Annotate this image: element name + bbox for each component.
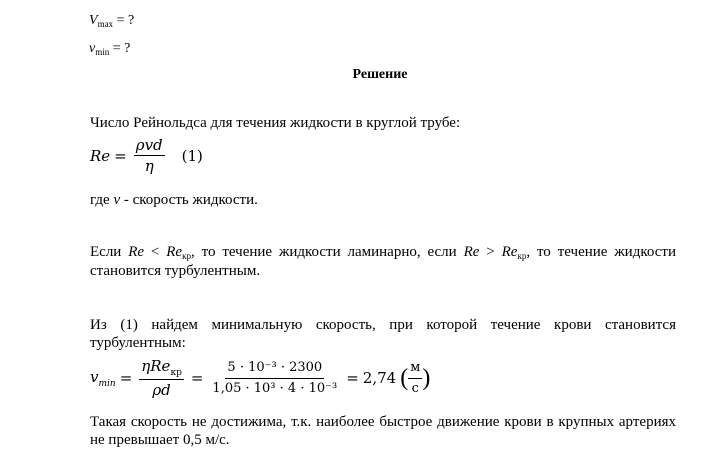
eq2-lhs-sub: min <box>98 378 116 389</box>
equation-min-speed <box>90 358 430 398</box>
eq2-unit-num: м <box>408 360 422 379</box>
p3-kr-4: кр <box>517 251 527 261</box>
p3-re-1: Re <box>128 244 145 260</box>
solution-heading: Решение <box>352 67 408 82</box>
given-vmin <box>89 40 130 58</box>
eq2-equals-1: = <box>119 369 133 387</box>
eq2-den-2: 1,05 · 10³ · 4 · 10⁻³ <box>212 380 338 396</box>
eq2-num-1 <box>139 358 184 380</box>
eq2-lhs-v: v <box>90 367 99 386</box>
eq2-lhs <box>90 368 116 389</box>
p2-post: - скорость жидкости. <box>120 192 258 208</box>
p3-text-5: , то течение жидкости становится турбулентным. <box>90 244 676 279</box>
p2-var: v <box>113 192 121 208</box>
vmax-rest: = ? <box>113 13 135 28</box>
p3-re-4: Re <box>501 244 518 260</box>
vmin-symbol: v <box>89 41 96 56</box>
p2-pre: где <box>90 192 114 208</box>
eq2-equals-2: = <box>190 369 204 387</box>
eq1-denominator: η <box>144 157 154 175</box>
eq2-left-paren: ( <box>400 365 409 391</box>
p3-text-3: , то течение жидкости ламинарно, если <box>190 244 464 260</box>
eq2-equals-3: = <box>346 369 359 387</box>
paragraph-reynolds-intro: Число Рейнольдса для течения жидкости в круглой трубе: <box>90 115 461 131</box>
vmax-subscript: max <box>97 19 114 29</box>
paragraph-laminar-condition <box>90 243 676 280</box>
paragraph-conclusion: Такая скорость не достижима, т.к. наиболее быстрое движение крови в крупных артериях не превышает 0,5 м/с. <box>90 414 676 448</box>
paragraph-min-speed: Из (1) найдем минимальную скорость, при которой течение крови становится турбулентным: <box>90 317 676 351</box>
eq1-lhs: Re <box>90 146 111 165</box>
p3-re-2: Re <box>166 244 183 260</box>
p3-text-1: Если <box>90 244 129 260</box>
eq2-fraction-2 <box>210 360 339 397</box>
eq2-den-1: ρd <box>152 381 171 399</box>
eq2-right-paren: ) <box>422 365 431 391</box>
eq1-tag: (1) <box>181 146 203 165</box>
eq2-unit-den: с <box>411 380 419 396</box>
eq1-fraction <box>134 137 165 174</box>
eq2-unit <box>408 360 422 397</box>
p3-re-3: Re <box>463 244 480 260</box>
eq2-num-2: 5 · 10⁻³ · 2300 <box>225 360 324 379</box>
p3-text-4: > <box>479 244 502 260</box>
vmax-symbol: V <box>89 13 98 28</box>
vmin-subscript: min <box>95 47 110 57</box>
paragraph-where-v <box>90 191 676 209</box>
eq2-num-1-text: ηRe <box>141 357 171 375</box>
p3-text-2: < <box>144 244 167 260</box>
eq2-result: 2,74 <box>362 369 397 387</box>
p3-kr-2: кр <box>182 251 191 261</box>
vmin-rest: = ? <box>109 41 131 56</box>
eq1-equals: = <box>114 146 127 165</box>
eq1-numerator: ρvd <box>135 136 163 154</box>
given-vmax <box>89 12 134 30</box>
eq2-fraction-1 <box>139 358 184 398</box>
eq2-num-1-sub: кр <box>170 368 182 378</box>
equation-reynolds <box>90 137 203 174</box>
